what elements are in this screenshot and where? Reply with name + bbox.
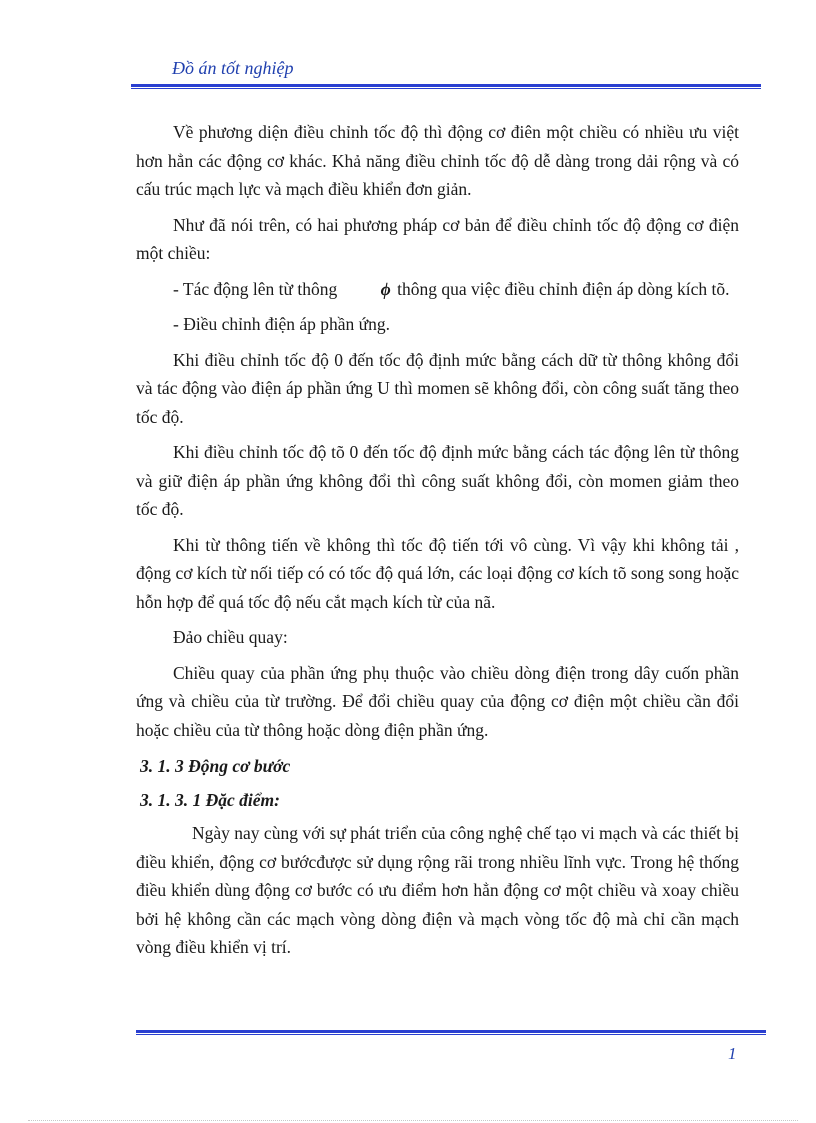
header-divider bbox=[131, 84, 761, 89]
paragraph-speed-control-advantages: Về phương diện điều chỉnh tốc độ thì động cơ điên một chiều có nhiều ưu việt hơn hẳn các động cơ khác. Khả năng điều chỉnh tốc độ dễ dàng trong dải rộng và có cấu trúc mạch lực và mạch điều khiển đơn giản. bbox=[136, 122, 739, 199]
paragraph-constant-power: Khi điều chỉnh tốc độ tõ 0 đến tốc độ định mức bằng cách tác động lên từ thông và giữ điện áp phần ứng không đổi thì công suất không đổi, còn momen giảm theo tốc độ. bbox=[136, 442, 739, 519]
paragraph-two-methods: Như đã nói trên, có hai phương pháp cơ bản để điều chỉnh tốc độ động cơ điện một chiều: bbox=[136, 214, 739, 263]
paragraph-method-armature: - Điều chỉnh điện áp phần ứng. bbox=[173, 314, 390, 334]
paragraph-reversal-title: Đảo chiều quay: bbox=[173, 627, 288, 647]
paragraph-flux-zero: Khi từ thông tiến về không thì tốc độ tiến tới vô cùng. Vì vậy khi không tải , động cơ kích từ nối tiếp có có tốc độ quá lớn, các loại động cơ kích tõ song song hoặc hỗn hợp để quá tốc độ nếu cắt mạch kích từ của nã. bbox=[136, 534, 739, 612]
phi-symbol: ϕ bbox=[380, 278, 391, 299]
paragraph-reversal-body: Chiều quay của phần ứng phụ thuộc vào chiều dòng điện trong dây cuốn phần ứng và chiều của từ trường. Để đổi chiều quay của động cơ điện một chiều cần đổi hoặc chiều của từ thông hoặc dòng điện phần ứng. bbox=[136, 662, 739, 740]
paragraph-constant-torque: Khi điều chỉnh tốc độ 0 đến tốc độ định mức bằng cách dữ từ thông không đổi và tác động vào điện áp phần ứng U thì momen sẽ không đổi, còn công suất tăng theo tốc độ. bbox=[136, 349, 739, 427]
page-number: 1 bbox=[728, 1044, 737, 1063]
page-edge-dotted-line bbox=[28, 1120, 798, 1121]
page-body bbox=[136, 118, 739, 969]
paragraph-stepper-intro: Ngày nay cùng với sự phát triển của công nghệ chế tạo vi mạch và các thiết bị điều khiển, động cơ bướcđược sử dụng rộng rãi trong nhiều lĩnh vực. Trong hệ thống điều khiển dùng động cơ bước có ưu điểm hơn hẳn động cơ một chiều và xoay chiều bởi hệ không cần các mạch vòng dòng điện và mạch vòng tốc độ mà chỉ cần mạch vòng điều khiển vị trí. bbox=[136, 823, 739, 957]
method-flux-text-end: thông qua việc điều chỉnh điện áp dòng kích tõ. bbox=[392, 278, 730, 299]
paragraph-method-flux bbox=[136, 275, 739, 304]
footer-divider bbox=[136, 1030, 766, 1035]
section-heading-stepper-motor: 3. 1. 3 Động cơ bước bbox=[140, 756, 291, 776]
method-flux-text-start: - Tác động lên từ thông bbox=[173, 278, 342, 299]
document-header-title: Đồ án tốt nghiệp bbox=[172, 58, 294, 78]
section-heading-characteristics: 3. 1. 3. 1 Đặc điểm: bbox=[140, 790, 280, 810]
